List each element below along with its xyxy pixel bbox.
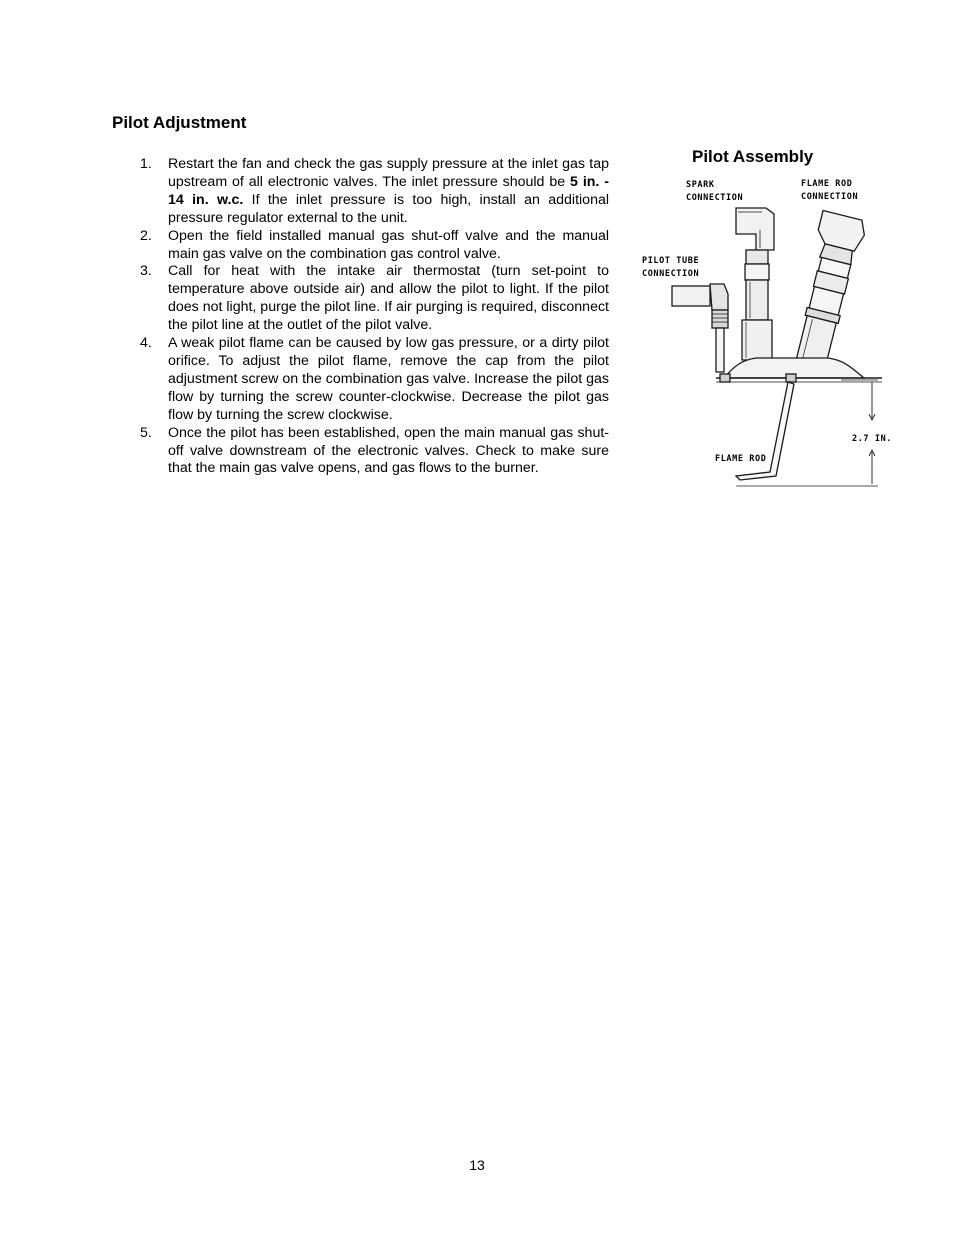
flame-rod-connection-label-1: FLAME ROD [801, 179, 853, 189]
pilot-assembly-diagram [638, 170, 898, 495]
step-text: Open the field installed manual gas shut-off valve and the manual main gas valve on the combination gas control valve. [168, 227, 609, 262]
instruction-step [140, 228, 609, 264]
flame-rod-label: FLAME ROD [715, 454, 767, 464]
step-number: 3. [140, 263, 152, 280]
flame-rod-connection-label-2: CONNECTION [801, 192, 859, 202]
instruction-step [140, 425, 609, 479]
spark-connection-label-1: SPARK [686, 180, 715, 190]
instruction-step [140, 335, 609, 425]
pilot-tube-fitting [672, 286, 710, 306]
step-number: 1. [140, 156, 152, 172]
step-text: Call for heat with the intake air thermostat (turn set-point to temperature above outside air) and allow the pilot to light. If the pilot does not light, purge the pilot line. If air purging is required, disconnect the pilot line at the outlet of the pilot valve. [168, 263, 609, 334]
step-number: 2. [140, 227, 152, 244]
step-text: Once the pilot has been established, open the main manual gas shut-off valve downstream of the electronic valves. Check to make sure that the main gas valve opens, and gas flows to the burner. [168, 424, 609, 477]
instruction-step [140, 263, 609, 335]
spark-connection-label-2: CONNECTION [686, 193, 744, 203]
pressure-spec: 5 in. - 14 in. w.c. [168, 173, 609, 208]
step-number: 5. [140, 424, 152, 441]
dimension-label: 2.7 IN. [852, 434, 893, 444]
step-text-continued: If the inlet pressure is too high, install an additional pressure regulator external to the unit. [168, 191, 610, 226]
pilot-tube-connection-label-1: PILOT TUBE [642, 256, 700, 266]
step-number: 4. [140, 335, 152, 352]
instruction-list [140, 156, 609, 478]
flame-rod [736, 382, 794, 480]
flame-rod-boot [815, 210, 867, 252]
figure-title: Pilot Assembly [692, 147, 814, 166]
pilot-assembly-drawing [638, 170, 898, 495]
section-title: Pilot Adjustment [112, 113, 247, 132]
spark-elbow [736, 208, 774, 250]
step-text: A weak pilot flame can be caused by low gas pressure, or a dirty pilot orifice. To adjust the pilot flame, remove the cap from the pilot adjustment screw on the combination gas valve. Increase the pilot gas flow by turning the screw counter-clockwise. Decrease the pilot gas flow by turning the screw clockwise. [168, 335, 609, 423]
page-number: 13 [469, 1157, 485, 1173]
step-text: Restart the fan and check the gas supply pressure at the inlet gas tap upstream of all electronic valves. The inlet pressure should be [168, 156, 609, 190]
pilot-tube-connection-label-2: CONNECTION [642, 269, 700, 279]
spark-tube [746, 250, 768, 264]
instruction-step [140, 156, 609, 228]
